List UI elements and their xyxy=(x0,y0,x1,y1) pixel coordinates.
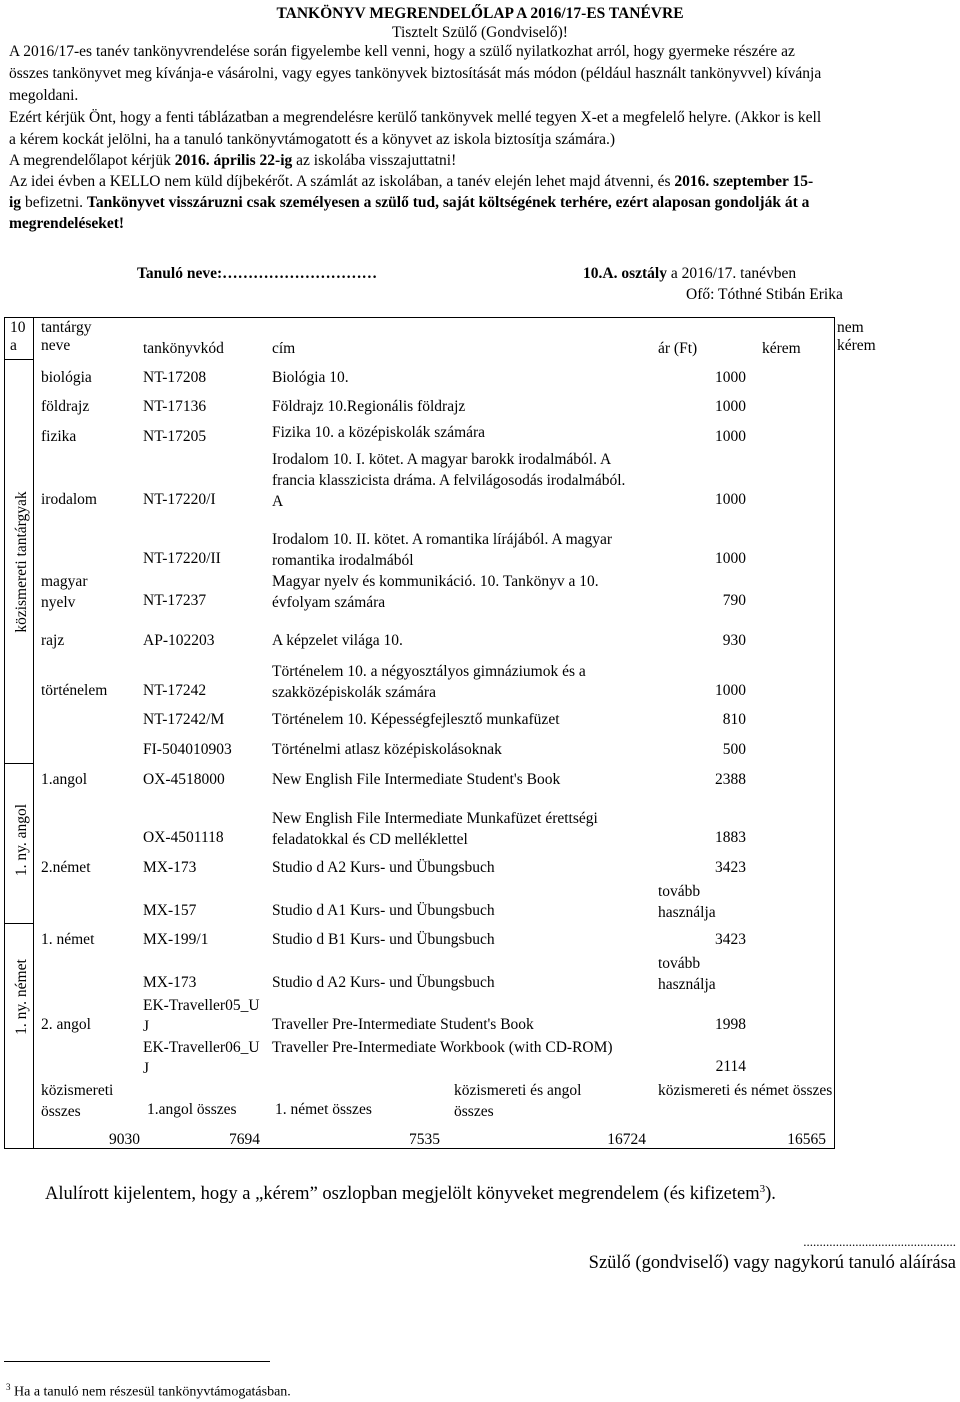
row-subject: rajz xyxy=(41,632,65,649)
total-value-german: 7535 xyxy=(409,1131,440,1148)
row-subject: fizika xyxy=(41,428,77,445)
return-warning: Tankönyvet visszáruzni csak személyesen a szülő tud, saját költségének terhére, ezért alaposan gondolják át a xyxy=(86,194,810,211)
billing-tail: befizetni. xyxy=(21,194,87,211)
row-title: Fizika 10. a középiskolák számára xyxy=(272,424,486,441)
row-title: New English File Intermediate Student's Book xyxy=(272,771,561,788)
billing-line xyxy=(9,173,813,191)
total-label-common: közismereti összes xyxy=(41,1082,114,1120)
row-title: Biológia 10. xyxy=(272,369,349,386)
footnote-text: Ha a tanuló nem részesül tankönyvtámogatásban. xyxy=(10,1384,291,1400)
row-code: NT-17237 xyxy=(143,592,207,609)
class-teacher: Ofő: Tóthné Stibán Erika xyxy=(686,286,843,303)
group-rule xyxy=(4,923,34,924)
row-title: Történelem 10. a négyosztályos gimnáziumok és a szakközépiskolák számára xyxy=(272,663,586,701)
student-name-field[interactable]: Tanuló neve:………………………… xyxy=(137,265,378,282)
row-code: MX-157 xyxy=(143,902,197,919)
text-line: megoldani. xyxy=(9,87,79,104)
row-code: NT-17220/II xyxy=(143,550,221,567)
subject-header: tantárgy neve xyxy=(41,319,92,354)
billing-date-end: ig xyxy=(9,194,22,211)
row-price: 1998 xyxy=(715,1016,746,1033)
footnote-number: 3 xyxy=(6,1382,11,1392)
row-price: tovább használja xyxy=(658,955,716,993)
total-label-common-german: közismereti és német összes xyxy=(658,1082,833,1099)
row-code: MX-199/1 xyxy=(143,931,209,948)
total-label-english: 1.angol összes xyxy=(147,1101,237,1118)
row-code: EK-Traveller05_UJ xyxy=(143,997,260,1035)
signature-label: Szülő (gondviselő) vagy nagykorú tanuló aláírása xyxy=(588,1253,956,1273)
row-title: Történelem 10. Képességfejlesztő munkafüzet xyxy=(272,711,560,728)
row-code: EK-Traveller06_UJ xyxy=(143,1039,260,1077)
table-divider-want xyxy=(834,317,835,1149)
row-subject: irodalom xyxy=(41,491,97,508)
row-title: Traveller Pre-Intermediate Student's Book xyxy=(272,1016,534,1033)
row-price: 930 xyxy=(722,632,746,649)
row-title: Studio d A2 Kurs- und Übungsbuch xyxy=(272,974,495,991)
row-subject: 2. angol xyxy=(41,1016,91,1033)
row-price: 1000 xyxy=(715,491,746,508)
row-subject: 1.angol xyxy=(41,771,88,788)
row-code: NT-17136 xyxy=(143,398,207,415)
deadline-line xyxy=(9,152,456,170)
row-subject: 2.német xyxy=(41,859,91,876)
row-price: 2388 xyxy=(715,771,746,788)
greeting: Tisztelt Szülő (Gondviselő)! xyxy=(392,24,568,41)
row-title: New English File Intermediate Munkafüzet érettségi feladatokkal és CD melléklettel xyxy=(272,810,598,848)
table-border-top xyxy=(4,317,835,318)
row-code: NT-17205 xyxy=(143,428,207,445)
row-price: 2114 xyxy=(715,1058,746,1075)
group-rule xyxy=(4,763,34,764)
price-header: ár (Ft) xyxy=(658,340,698,357)
row-title: A képzelet világa 10. xyxy=(272,632,403,649)
total-value-common-english: 16724 xyxy=(607,1131,646,1148)
row-code: MX-173 xyxy=(143,974,197,991)
text-line: összes tankönyvet meg kívánja-e vásárolni, vagy egyes tankönyvek biztosítását más módon (például használt tankönyvvel) kívánja xyxy=(9,65,822,82)
deadline-date: 2016. április 22-ig xyxy=(174,152,293,169)
row-title: Történelmi atlasz középiskolásoknak xyxy=(272,741,502,758)
page-title: TANKÖNYV MEGRENDELŐLAP A 2016/17-ES TANÉVRE xyxy=(276,5,684,22)
row-subject: biológia xyxy=(41,369,92,386)
group-common: közismereti tantárgyak xyxy=(13,491,30,633)
row-price: 1000 xyxy=(715,428,746,445)
row-title: Magyar nyelv és kommunikáció. 10. Tankönyv a 10. évfolyam számára xyxy=(272,573,599,611)
row-code: FI-504010903 xyxy=(143,741,232,758)
table-header-rule xyxy=(4,359,34,360)
class-label: 10.A. osztály xyxy=(583,265,667,282)
row-code: AP-102203 xyxy=(143,632,215,649)
row-price: 1000 xyxy=(715,369,746,386)
row-price: 790 xyxy=(722,592,746,609)
row-title: Studio d A2 Kurs- und Übungsbuch xyxy=(272,859,495,876)
want-header: kérem xyxy=(762,340,801,357)
row-code: OX-4501118 xyxy=(143,829,224,846)
row-subject: történelem xyxy=(41,682,108,699)
deadline-text: A megrendelőlapot kérjük xyxy=(9,152,175,169)
declaration-text: Alulírott kijelentem, hogy a „kérem” oszlopban megjelölt könyveket megrendelem (és kifizetem xyxy=(45,1184,760,1205)
notwant-header: nem kérem xyxy=(837,319,876,354)
signature-line[interactable]: ............................................... xyxy=(803,1234,956,1249)
text-line: Ezért kérjük Önt, hogy a fenti táblázatban a megrendelésre kerülő tankönyvek mellé tegyen X-et a megfelelő helyre. (Akkor is kell xyxy=(9,109,822,126)
row-code: MX-173 xyxy=(143,859,197,876)
row-price: 1000 xyxy=(715,398,746,415)
return-line xyxy=(9,194,809,212)
row-subject: magyar nyelv xyxy=(41,573,88,611)
row-code: NT-17242 xyxy=(143,682,207,699)
group-german: 1. ny. német xyxy=(13,959,30,1035)
title-header: cím xyxy=(272,340,296,357)
text-line: a kérem kockát jelölni, ha a tanuló tankönyvtámogatott és a könyvet az iskola biztosítja számára.) xyxy=(9,131,616,148)
billing-date: 2016. szeptember 15- xyxy=(674,173,814,190)
row-code: OX-4518000 xyxy=(143,771,225,788)
school-year: a 2016/17. tanévben xyxy=(666,265,797,282)
row-title: Studio d B1 Kurs- und Übungsbuch xyxy=(272,931,495,948)
class-info xyxy=(583,265,796,283)
row-title: Studio d A1 Kurs- und Übungsbuch xyxy=(272,902,495,919)
table-divider-group xyxy=(33,317,34,1149)
billing-text: Az idei évben a KELLO nem küld díjbekérőt. A számlát az iskolában, a tanév elején lehet majd átvenni, és xyxy=(9,173,675,190)
row-code: NT-17242/M xyxy=(143,711,225,728)
total-value-common-german: 16565 xyxy=(787,1131,826,1148)
footnote-ref: 3 xyxy=(759,1183,766,1195)
row-price: 1000 xyxy=(715,682,746,699)
total-value-english: 7694 xyxy=(229,1131,260,1148)
declaration xyxy=(45,1178,776,1205)
table-border-left xyxy=(4,317,5,1149)
row-price: 810 xyxy=(722,711,746,728)
group-english: 1. ny. angol xyxy=(13,803,30,877)
row-title: Traveller Pre-Intermediate Workbook (with CD-ROM) xyxy=(272,1039,613,1056)
row-subject: 1. német xyxy=(41,931,95,948)
row-code: NT-17208 xyxy=(143,369,207,386)
row-title: Irodalom 10. I. kötet. A magyar barokk irodalmából. A francia klasszicista dráma. A felvilágosodás irodalmából. A xyxy=(272,451,626,510)
code-header: tankönyvkód xyxy=(143,340,224,357)
declaration-tail: ). xyxy=(765,1184,776,1205)
total-value-common: 9030 xyxy=(109,1131,140,1148)
row-subject: földrajz xyxy=(41,398,90,415)
grade-header: 10 a xyxy=(10,319,26,354)
row-price: 3423 xyxy=(715,859,746,876)
row-price: tovább használja xyxy=(658,883,716,921)
row-code: NT-17220/I xyxy=(143,491,216,508)
row-title: Földrajz 10.Regionális földrajz xyxy=(272,398,466,415)
row-price: 1883 xyxy=(715,829,746,846)
text-line: A 2016/17-es tanév tankönyvrendelése során figyelembe kell venni, hogy a szülő nyilatkozhat arról, hogy gyermeke részére az xyxy=(9,43,795,60)
deadline-tail: az iskolába visszajuttatni! xyxy=(292,152,457,169)
footnote-rule xyxy=(4,1361,270,1362)
total-label-german: 1. német összes xyxy=(275,1101,372,1118)
row-price: 1000 xyxy=(715,550,746,567)
row-title: Irodalom 10. II. kötet. A romantika lírájából. A magyar romantika irodalmából xyxy=(272,531,613,569)
total-label-common-english: közismereti és angol összes xyxy=(454,1082,582,1120)
return-warning-end: megrendeléseket! xyxy=(9,215,125,232)
row-price: 3423 xyxy=(715,931,746,948)
row-price: 500 xyxy=(722,741,746,758)
footnote xyxy=(6,1378,291,1402)
